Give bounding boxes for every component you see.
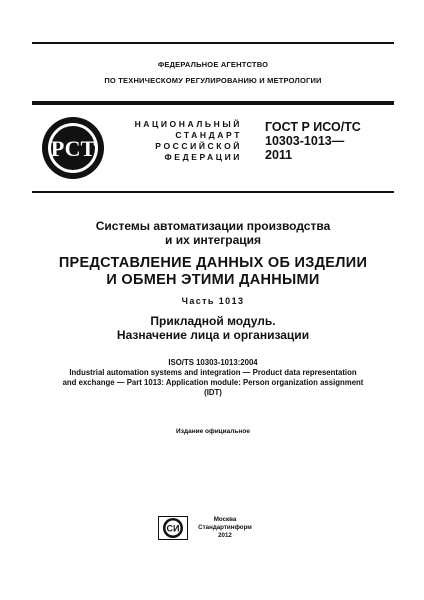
publisher-block [190,516,260,540]
publisher-logo-text: СИ [166,523,180,534]
national-line: НАЦИОНАЛЬНЫЙ [134,119,242,129]
iso-english-line-2: and exchange — Part 1013: Application module: Person organization assignment [62,378,364,387]
iso-english-line-3: (IDT) [204,388,222,397]
main-title-line-1: ПРЕДСТАВЛЕНИЕ ДАННЫХ ОБ ИЗДЕЛИИ [58,255,368,271]
title-line-2: и их интеграция [164,233,262,247]
iso-english-line-1: Industrial automation systems and integration — Product data representation [69,368,357,377]
publisher-year: 2012 [218,532,232,539]
standard-code-line: 10303-1013— [265,134,345,148]
iso-number: ISO/TS 10303-1013:2004 [168,358,258,367]
edition-label: Издание официальное [176,428,250,435]
title-line-1: Системы автоматизации производства [95,219,331,233]
subtitle-line-2: Назначение лица и организации [116,328,310,342]
main-title-line-2: И ОБМЕН ЭТИМИ ДАННЫМИ [106,272,320,288]
national-standard-block [118,119,242,163]
national-line: РОССИЙСКОЙ [155,141,242,151]
box-bottom-rule [32,191,394,193]
national-line: ФЕДЕРАЦИИ [164,152,242,162]
part-label: Часть 1013 [181,296,245,306]
standard-code-line: 2011 [265,148,293,162]
publisher-name: Стандартинформ [198,524,252,531]
standard-code-block [265,120,390,162]
publisher-logo-icon [158,516,188,540]
national-line: СТАНДАРТ [175,130,242,140]
publisher-city: Москва [213,516,237,523]
top-rule [32,42,394,44]
standard-code-line: ГОСТ Р ИСО/ТС [265,120,361,134]
box-top-rule [32,101,394,105]
agency-line-1: ФЕДЕРАЛЬНОЕ АГЕНТСТВО [157,60,269,69]
subtitle-line-1: Прикладной модуль. [150,314,276,328]
agency-line-2: ПО ТЕХНИЧЕСКОМУ РЕГУЛИРОВАНИЮ И МЕТРОЛОГИИ [104,76,322,85]
rst-logo-icon [40,115,106,181]
rst-logo-text: РСТ [50,136,96,161]
